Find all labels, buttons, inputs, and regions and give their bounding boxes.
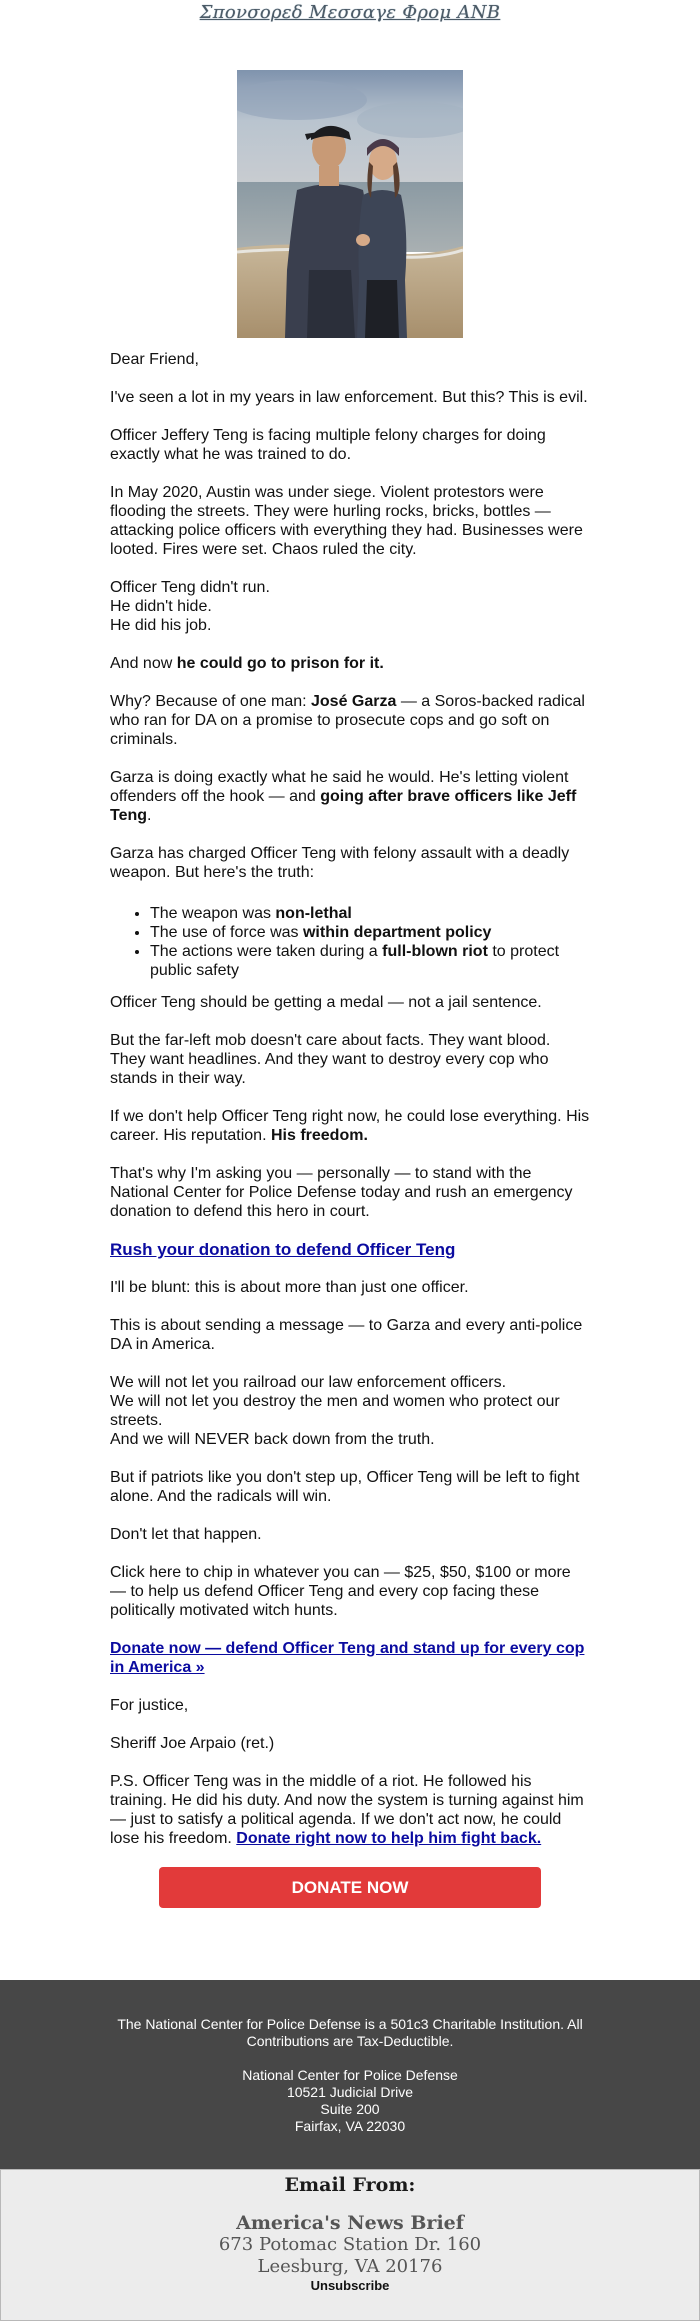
p5-text: And now [110, 655, 177, 672]
sender-name: America's News Brief [236, 2212, 464, 2234]
donate-link-ps[interactable]: Donate right now to help him fight back. [236, 1830, 542, 1847]
bullet-3-tail: to protect public safety [150, 943, 560, 979]
p6-text-c: — a Soros-backed radical who ran for DA on a promise to prosecute cops and go soft on criminals. [110, 693, 585, 748]
sponsored-text[interactable]: Σπονσορεδ Μεσσαγε Φρομ ΑΝΒ [199, 2, 501, 23]
unsubscribe-link[interactable]: Unsubscribe [310, 2278, 390, 2293]
bullet-1-text: The weapon was [150, 905, 276, 922]
paragraph-13: I'll be blunt: this is about more than just one officer. [110, 1279, 469, 1296]
p15-line-2: We will not let you destroy the men and women who protect our streets. [110, 1393, 560, 1429]
paragraph-2: Officer Jeffery Teng is facing multiple felony charges for doing exactly what he was trained to do. [110, 427, 546, 463]
tax-disclaimer: The National Center for Police Defense is a 501c3 Charitable Institution. All Contributions are Tax-Deductible. [117, 2016, 583, 2049]
paragraph-6 [110, 692, 590, 749]
bullet-3-text: The actions were taken during a [150, 943, 383, 960]
letter-body [110, 350, 590, 1848]
bullet-2-bold: within department policy [302, 924, 492, 941]
paragraph-18: Click here to chip in whatever you can — $25, $50, $100 or more — to help us defend Officer Teng and every cop facing these politically motivated witch hunts. [110, 1564, 571, 1619]
sponsored-header [0, 0, 700, 32]
p4-line-3: He did his job. [110, 617, 212, 634]
paragraph-1: I've seen a lot in my years in law enforcement. But this? This is evil. [110, 389, 588, 406]
paragraph-16: But if patriots like you don't step up, Officer Teng will be left to fight alone. And the radicals will win. [110, 1469, 580, 1505]
bullet-2-text: The use of force was [150, 924, 303, 941]
paragraph-15 [110, 1373, 590, 1449]
org-street: 10521 Judicial Drive [286, 2084, 414, 2100]
sender-street: 673 Potomac Station Dr. 160 [218, 2234, 482, 2255]
sender-city: Leesburg, VA 20176 [257, 2256, 443, 2277]
p6-text-a: Why? Because of one man: [110, 693, 311, 710]
p7-text-c: . [147, 807, 152, 824]
donate-now-button[interactable]: DONATE NOW [159, 1867, 541, 1908]
truth-list [110, 904, 590, 980]
postscript [110, 1772, 590, 1848]
org-city: Fairfax, VA 22030 [294, 2118, 406, 2134]
signature: Sheriff Joe Arpaio (ret.) [110, 1735, 275, 1752]
list-item [150, 904, 590, 923]
paragraph-14: This is about sending a message — to Garza and every anti-police DA in America. [110, 1317, 583, 1353]
paragraph-7 [110, 768, 590, 825]
paragraph-17: Don't let that happen. [110, 1526, 262, 1543]
email-from-heading: Email From: [284, 2174, 416, 2196]
donate-link-secondary[interactable]: Donate now — defend Officer Teng and stand up for every cop in America » [110, 1640, 585, 1676]
paragraph-8: Garza has charged Officer Teng with felony assault with a deadly weapon. But here's the truth: [110, 845, 570, 881]
org-suite: Suite 200 [320, 2101, 380, 2117]
paragraph-3: In May 2020, Austin was under siege. Violent protestors were flooding the streets. They were hurling rocks, bricks, bottles — attacking police officers with everything they had. Businesses were looted. Fires were set. Chaos ruled the city. [110, 484, 583, 558]
p15-line-3: And we will NEVER back down from the truth. [110, 1431, 435, 1448]
paragraph-11 [110, 1107, 590, 1145]
org-address [110, 2067, 590, 2135]
sender-footer [0, 2169, 700, 2321]
cta-container [0, 1867, 700, 1908]
p11-bold: His freedom. [270, 1127, 368, 1144]
org-name: National Center for Police Defense [242, 2067, 458, 2083]
paragraph-9: Officer Teng should be getting a medal — not a jail sentence. [110, 994, 542, 1011]
closing: For justice, [110, 1697, 189, 1714]
paragraph-10: But the far-left mob doesn't care about facts. They want blood. They want headlines. And they want to destroy every cop who stands in their way. [110, 1032, 551, 1087]
paragraph-4 [110, 578, 590, 635]
p15-line-1: We will not let you railroad our law enforcement officers. [110, 1374, 507, 1391]
p4-line-1: Officer Teng didn't run. [110, 579, 270, 596]
p11-text: If we don't help Officer Teng right now, he could lose everything. His career. His reputation. [110, 1108, 590, 1144]
p5-bold: he could go to prison for it. [176, 655, 384, 672]
hero-photo [237, 70, 463, 338]
photo-image [237, 70, 463, 338]
paragraph-12: That's why I'm asking you — personally — to stand with the National Center for Police Defense today and rush an emergency donation to defend this hero in court. [110, 1165, 573, 1220]
p6-bold: José Garza [311, 693, 397, 710]
bullet-3-bold: full-blown riot [382, 943, 488, 960]
bullet-1-bold: non-lethal [275, 905, 352, 922]
donate-link-primary[interactable]: Rush your donation to defend Officer Teng [110, 1240, 456, 1259]
list-item [150, 923, 590, 942]
p4-line-2: He didn't hide. [110, 598, 212, 615]
greeting: Dear Friend, [110, 351, 199, 368]
organization-footer [0, 1980, 700, 2169]
p7-text-a: Garza is doing exactly what he said he would. He's letting violent offenders off the hook — and [110, 769, 569, 805]
p7-bold: going after brave officers like Jeff Teng [110, 788, 577, 824]
donate-link-secondary-wrap [110, 1639, 590, 1677]
ps-text: P.S. Officer Teng was in the middle of a riot. He followed his training. He did his duty. And now the system is turning against him — just to satisfy a political agenda. If we don't act now, he could lose his freedom. [110, 1773, 584, 1847]
list-item [150, 942, 590, 980]
paragraph-5 [110, 654, 590, 673]
